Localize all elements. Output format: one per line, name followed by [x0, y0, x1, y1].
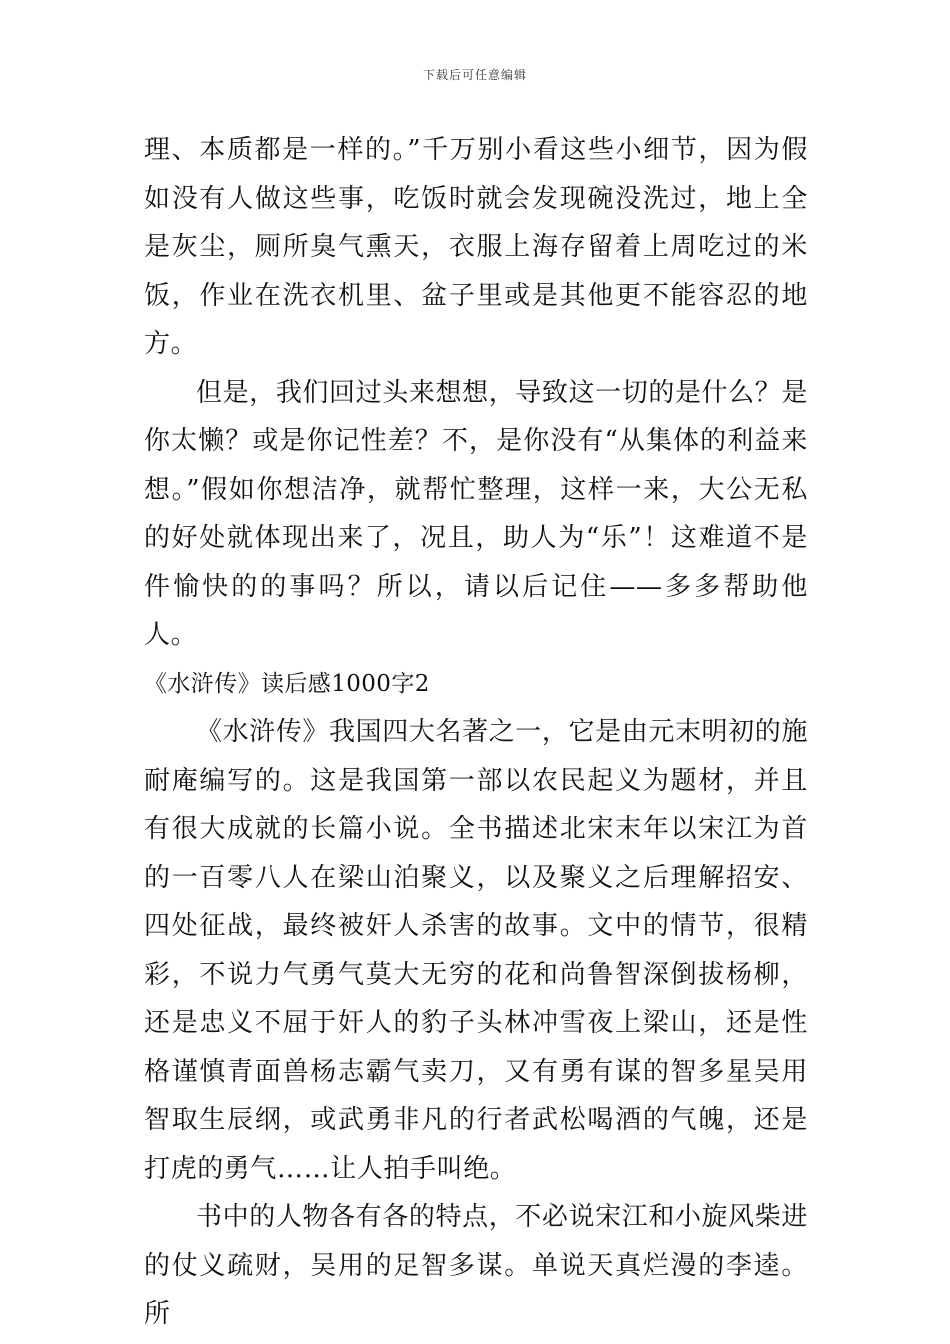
section-heading: 《水浒传》读后感1000字2 — [144, 670, 430, 697]
paragraph-intro: 《水浒传》我国四大名著之一，它是由元末明初的施耐庵编写的。这是我国第一部以农民起义为题材，并且有很大成就的长篇小说。全书描述北宋末年以宋江为首的一百零八人在梁山泊聚义，以及聚义之后理解招安、四处征战，最终被奸人杀害的故事。文中的情节，很精彩，不说力气勇气莫大无穷的花和尚鲁智深倒拔杨柳，还是忠义不屈于奸人的豹子头林冲雪夜上梁山，还是性格谨慎青面兽杨志霸气卖刀，又有勇有谋的智多星吴用智取生辰纲，或武勇非凡的行者武松喝酒的气魄，还是打虎的勇气……让人拍手叫绝。 — [144, 717, 808, 1184]
header-note: 下载后可任意编辑 — [422, 68, 527, 82]
document-body — [144, 126, 808, 1339]
paragraph-reflection: 但是，我们回过头来想想，导致这一切的是什么？是你太懒？或是你记性差？不，是你没有“从集体的利益来想。”假如你想洁净，就帮忙整理，这样一来，大公无私的好处就体现出来了，况且，助人为“乐”！这难道不是件愉快的的事吗？所以，请以后记住——多多帮助他人。 — [144, 377, 808, 650]
paragraph-characters: 书中的人物各有各的特点，不必说宋江和小旋风柴进的仗义疏财，吴用的足智多谋。单说天真烂漫的李逵。所 — [144, 1202, 808, 1329]
paragraph-continuation: 理、本质都是一样的。”千万别小看这些小细节，因为假如没有人做这些事，吃饭时就会发现碗没洗过，地上全是灰尘，厕所臭气熏天，衣服上海存留着上周吃过的米饭，作业在洗衣机里、盆子里或是其他更不能容忍的地方。 — [144, 135, 808, 359]
